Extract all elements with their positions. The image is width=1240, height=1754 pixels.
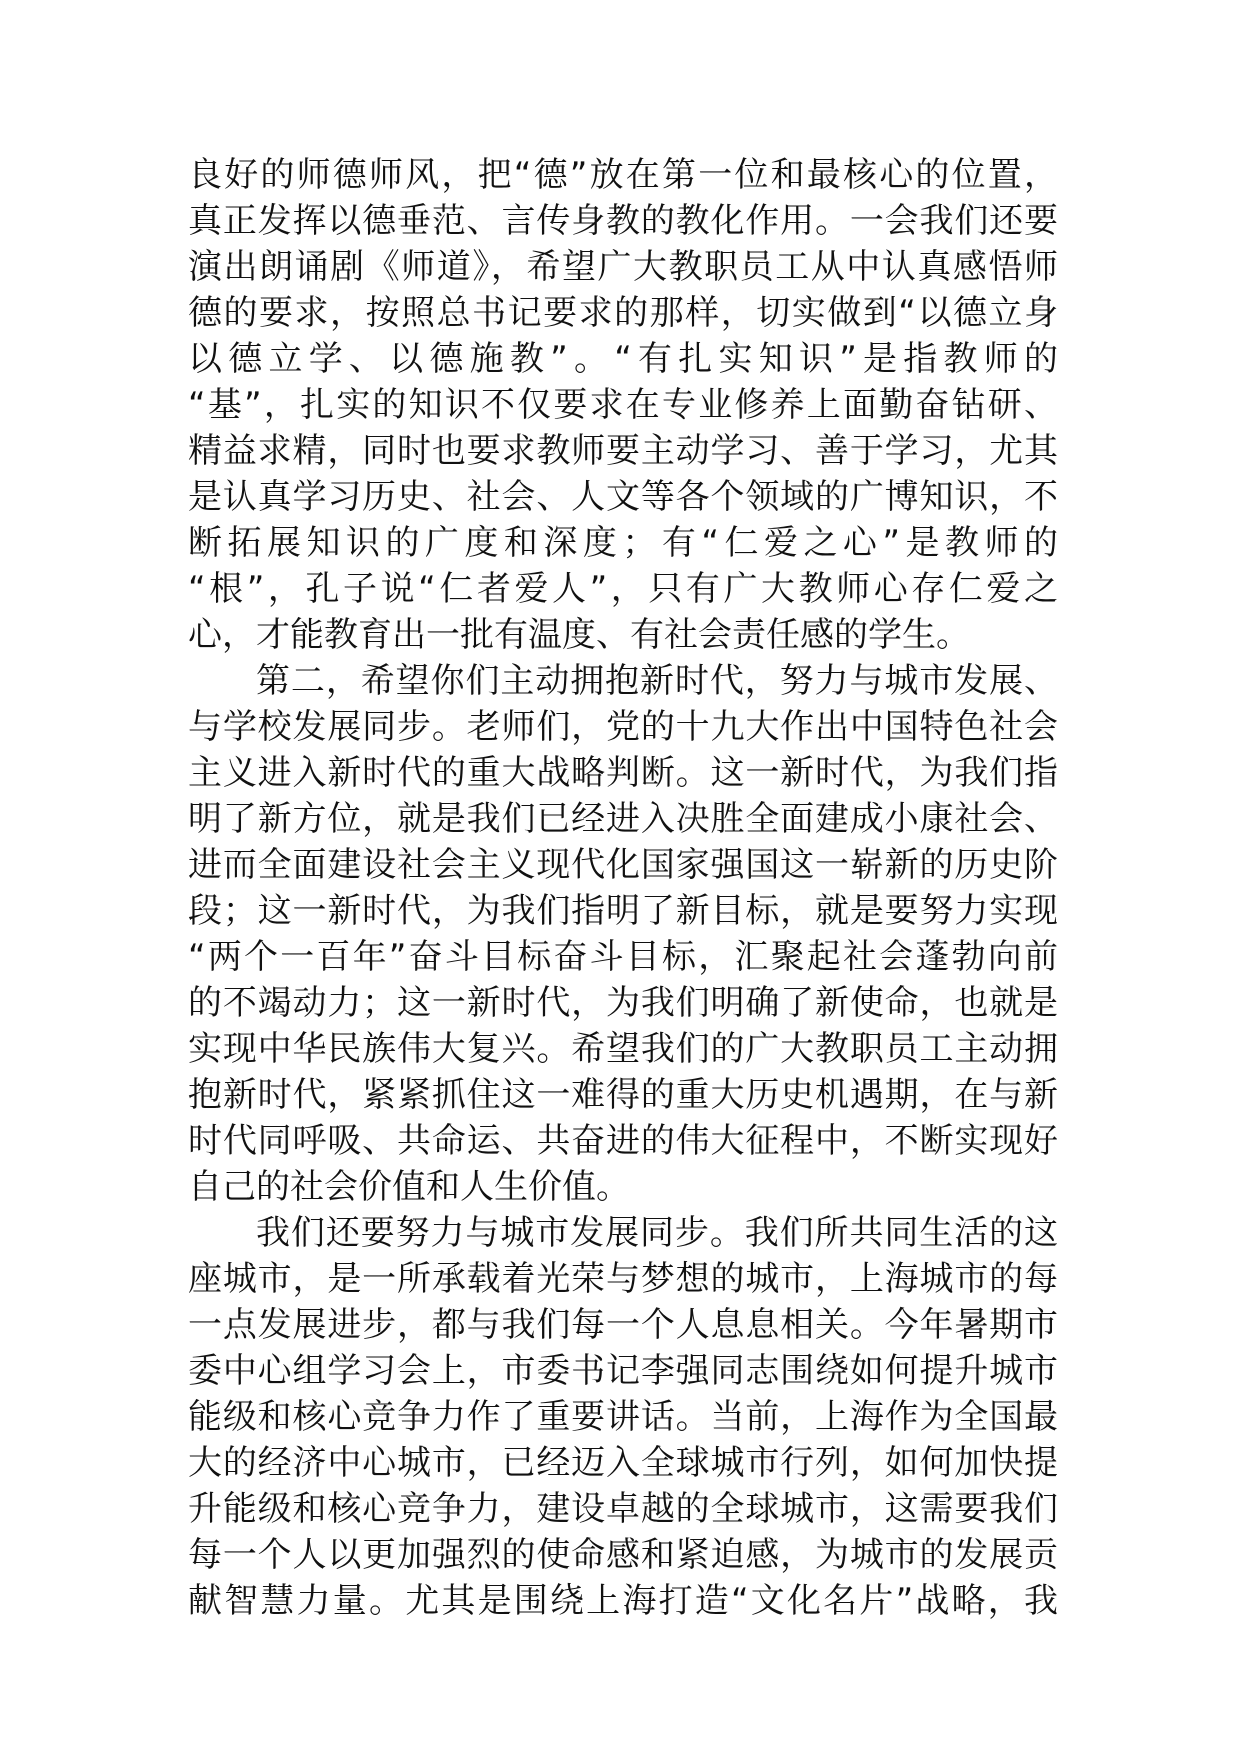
text-line: 献智慧力量。尤其是围绕上海打造“文化名片”战略，我 — [188, 1581, 1058, 1621]
text-line: 是认真学习历史、社会、人文等各个领域的广博知识，不 — [188, 477, 1058, 517]
text-line: 每一个人以更加强烈的使命感和紧迫感，为城市的发展贡 — [188, 1535, 1058, 1575]
text-line: 时代同呼吸、共命运、共奋进的伟大征程中，不断实现好 — [188, 1121, 1058, 1161]
text-line: “两个一百年”奋斗目标奋斗目标，汇聚起社会蓬勃向前 — [188, 937, 1058, 977]
text-line: 以德立学、以德施教”。“有扎实知识”是指教师的 — [188, 339, 1058, 379]
text-line: 段；这一新时代，为我们指明了新目标，就是要努力实现 — [188, 891, 1058, 931]
text-line: “根”，孔子说“仁者爱人”，只有广大教师心存仁爱之 — [188, 569, 1058, 609]
text-line: 断拓展知识的广度和深度；有“仁爱之心”是教师的 — [188, 523, 1058, 563]
text-line: 主义进入新时代的重大战略判断。这一新时代，为我们指 — [188, 753, 1058, 793]
text-line: “基”，扎实的知识不仅要求在专业修养上面勤奋钻研、 — [188, 385, 1058, 425]
text-line: 委中心组学习会上，市委书记李强同志围绕如何提升城市 — [188, 1351, 1058, 1391]
paragraph-first-line: 我们还要努力与城市发展同步。我们所共同生活的这 — [256, 1213, 1058, 1253]
text-line: 一点发展进步，都与我们每一个人息息相关。今年暑期市 — [188, 1305, 1058, 1345]
body-text — [188, 152, 1058, 1624]
text-line: 演出朗诵剧《师道》，希望广大教职员工从中认真感悟师 — [188, 247, 1058, 287]
text-line: 大的经济中心城市，已经迈入全球城市行列，如何加快提 — [188, 1443, 1058, 1483]
text-line: 与学校发展同步。老师们，党的十九大作出中国特色社会 — [188, 707, 1058, 747]
text-line: 能级和核心竞争力作了重要讲话。当前，上海作为全国最 — [188, 1397, 1058, 1437]
text-line: 自己的社会价值和人生价值。 — [188, 1167, 630, 1207]
text-line: 进而全面建设社会主义现代化国家强国这一崭新的历史阶 — [188, 845, 1058, 885]
text-line: 心，才能教育出一批有温度、有社会责任感的学生。 — [188, 615, 970, 655]
text-line: 精益求精，同时也要求教师要主动学习、善于学习，尤其 — [188, 431, 1058, 471]
text-line: 抱新时代，紧紧抓住这一难得的重大历史机遇期，在与新 — [188, 1075, 1058, 1115]
paragraph-first-line: 第二，希望你们主动拥抱新时代，努力与城市发展、 — [256, 661, 1058, 701]
text-line: 实现中华民族伟大复兴。希望我们的广大教职员工主动拥 — [188, 1029, 1058, 1069]
text-line: 德的要求，按照总书记要求的那样，切实做到“以德立身 — [188, 293, 1058, 333]
text-line: 的不竭动力；这一新时代，为我们明确了新使命，也就是 — [188, 983, 1058, 1023]
text-line: 座城市，是一所承载着光荣与梦想的城市，上海城市的每 — [188, 1259, 1058, 1299]
text-line: 明了新方位，就是我们已经进入决胜全面建成小康社会、 — [188, 799, 1058, 839]
text-line: 真正发挥以德垂范、言传身教的教化作用。一会我们还要 — [188, 201, 1058, 241]
text-line: 良好的师德师风，把“德”放在第一位和最核心的位置， — [188, 155, 1058, 195]
text-line: 升能级和核心竞争力，建设卓越的全球城市，这需要我们 — [188, 1489, 1058, 1529]
